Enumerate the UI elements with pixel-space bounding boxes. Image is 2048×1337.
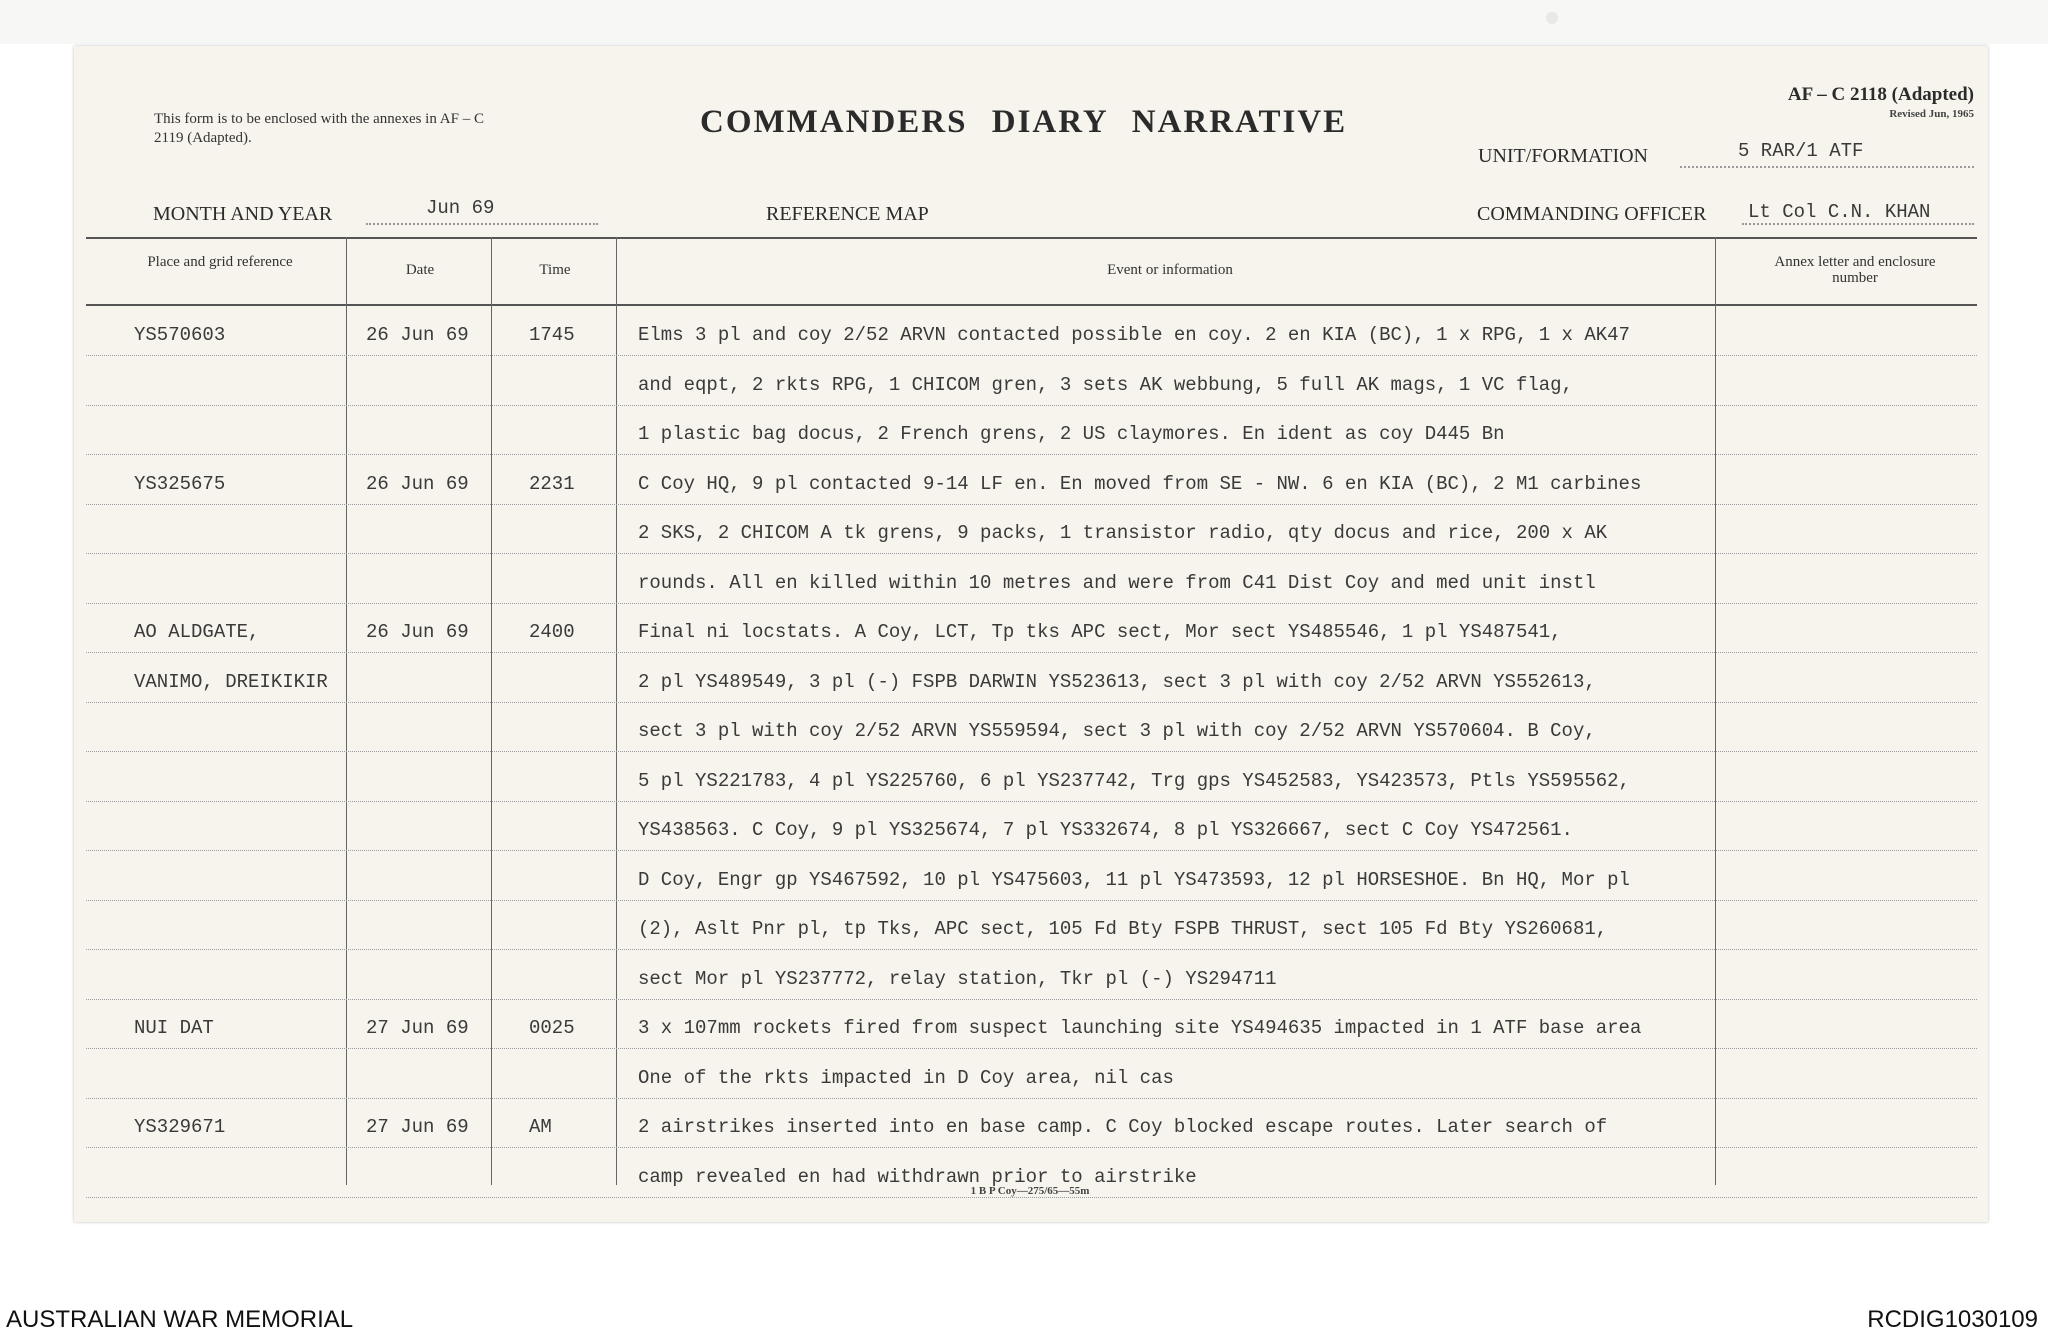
commanding-officer-line xyxy=(1742,223,1974,225)
row-place: YS329671 xyxy=(134,1116,226,1138)
row-rule xyxy=(86,1098,1977,1099)
row-date: 27 Jun 69 xyxy=(366,1116,469,1138)
column-header-event: Event or information xyxy=(1107,262,1233,278)
column-header-date: Date xyxy=(405,262,435,278)
row-event: (2), Aslt Pnr pl, tp Tks, APC sect, 105 Fd Bty FSPB THRUST, sect 105 Fd Bty YS260681, xyxy=(638,918,1608,940)
row-rule xyxy=(86,949,1977,950)
row-rule xyxy=(86,355,1977,356)
row-event: rounds. All en killed within 10 metres and were from C41 Dist Coy and med unit instl xyxy=(638,571,1596,594)
form-note: This form is to be enclosed with the annexes in AF – C 2119 (Adapted). xyxy=(154,111,484,146)
row-event: YS438563. C Coy, 9 pl YS325674, 7 pl YS332674, 8 pl YS326667, sect C Coy YS472561. xyxy=(638,819,1573,841)
row-event: D Coy, Engr gp YS467592, 10 pl YS475603, 11 pl YS473593, 12 pl HORSESHOE. Bn HQ, Mor pl xyxy=(638,868,1630,891)
footer-record-id: RCDIG1030109 xyxy=(1867,1306,2038,1333)
form-title: COMMANDERS DIARY NARRATIVE xyxy=(700,104,1348,140)
reference-map-label: REFERENCE MAP xyxy=(766,203,929,225)
unit-formation-line xyxy=(1680,166,1974,168)
column-header-time: Time xyxy=(539,262,571,278)
row-event: 5 pl YS221783, 4 pl YS225760, 6 pl YS237742, Trg gps YS452583, YS423573, Ptls YS595562, xyxy=(638,769,1630,792)
row-event: Final ni locstats. A Coy, LCT, Tp tks APC sect, Mor sect YS485546, 1 pl YS487541, xyxy=(638,621,1562,643)
row-time: 2231 xyxy=(529,472,575,495)
row-rule xyxy=(86,801,1977,802)
row-date: 27 Jun 69 xyxy=(366,1017,469,1039)
column-header-annex: Annex letter and enclosure number xyxy=(1774,254,1936,286)
row-date: 26 Jun 69 xyxy=(366,621,469,643)
row-time: 1745 xyxy=(529,324,575,346)
row-place: YS325675 xyxy=(134,472,226,495)
row-rule xyxy=(86,702,1977,703)
row-event: 3 x 107mm rockets fired from suspect launching site YS494635 impacted in 1 ATF base area xyxy=(638,1017,1642,1039)
row-rule xyxy=(86,999,1977,1000)
row-event: 2 airstrikes inserted into en base camp. C Coy blocked escape routes. Later search of xyxy=(638,1116,1608,1138)
form-id: AF – C 2118 (Adapted) xyxy=(1787,84,1974,105)
row-event: 2 pl YS489549, 3 pl (-) FSPB DARWIN YS523613, sect 3 pl with coy 2/52 ARVN YS552613, xyxy=(638,670,1596,693)
row-event: 2 SKS, 2 CHICOM A tk grens, 9 packs, 1 transistor radio, qty docus and rice, 200 x AK xyxy=(638,522,1608,544)
row-event: sect 3 pl with coy 2/52 ARVN YS559594, sect 3 pl with coy 2/52 ARVN YS570604. B Coy, xyxy=(638,720,1596,742)
print-code: 1 B P Coy—275/65—55m xyxy=(970,1185,1090,1197)
column-divider-annex xyxy=(1715,237,1716,1185)
row-time: AM xyxy=(529,1116,552,1138)
row-event: One of the rkts impacted in D Coy area, nil cas xyxy=(638,1066,1174,1089)
row-rule xyxy=(86,900,1977,901)
table-top-rule xyxy=(86,237,1977,239)
row-time: 0025 xyxy=(529,1017,575,1039)
row-rule xyxy=(86,405,1977,406)
commanding-officer-label: COMMANDING OFFICER xyxy=(1477,203,1707,225)
row-date: 26 Jun 69 xyxy=(366,472,469,495)
row-rule xyxy=(86,553,1977,554)
unit-formation-value: 5 RAR/1 ATF xyxy=(1738,140,1864,162)
month-year-value: Jun 69 xyxy=(426,197,495,219)
row-rule xyxy=(86,652,1977,653)
row-event: Elms 3 pl and coy 2/52 ARVN contacted possible en coy. 2 en KIA (BC), 1 x RPG, 1 x AK47 xyxy=(638,324,1630,346)
month-year-label: MONTH AND YEAR xyxy=(153,203,333,225)
row-rule xyxy=(86,603,1977,604)
unit-formation-label: UNIT/FORMATION xyxy=(1478,145,1648,167)
scan-top-band xyxy=(0,0,2048,44)
row-rule xyxy=(86,1147,1977,1148)
row-rule xyxy=(86,504,1977,505)
row-place: VANIMO, DREIKIKIR xyxy=(134,670,328,693)
month-year-line xyxy=(366,223,598,225)
row-place: YS570603 xyxy=(134,324,226,346)
row-rule xyxy=(86,751,1977,752)
row-event: sect Mor pl YS237772, relay station, Tkr pl (-) YS294711 xyxy=(638,967,1277,990)
row-rule xyxy=(86,1048,1977,1049)
row-event: camp revealed en had withdrawn prior to airstrike xyxy=(638,1165,1197,1188)
table-header-rule xyxy=(86,304,1977,306)
row-time: 2400 xyxy=(529,621,575,643)
row-date: 26 Jun 69 xyxy=(366,324,469,346)
row-rule xyxy=(86,454,1977,455)
row-event: and eqpt, 2 rkts RPG, 1 CHICOM gren, 3 sets AK webbung, 5 full AK mags, 1 VC flag, xyxy=(638,373,1573,396)
column-divider-event xyxy=(616,237,617,1185)
column-header-place: Place and grid reference xyxy=(147,254,293,270)
commanding-officer-value: Lt Col C.N. KHAN xyxy=(1748,201,1931,223)
column-divider-date xyxy=(346,237,347,1185)
footer-institution: AUSTRALIAN WAR MEMORIAL xyxy=(6,1306,354,1333)
punch-hole xyxy=(1546,12,1558,24)
row-place: NUI DAT xyxy=(134,1017,214,1039)
row-place: AO ALDGATE, xyxy=(134,621,260,643)
row-event: C Coy HQ, 9 pl contacted 9-14 LF en. En moved from SE - NW. 6 en KIA (BC), 2 M1 carbines xyxy=(638,472,1642,495)
form-revised: Revised Jun, 1965 xyxy=(1889,108,1974,120)
column-divider-time xyxy=(491,237,492,1185)
row-rule xyxy=(86,850,1977,851)
row-event: 1 plastic bag docus, 2 French grens, 2 US claymores. En ident as coy D445 Bn xyxy=(638,423,1505,445)
